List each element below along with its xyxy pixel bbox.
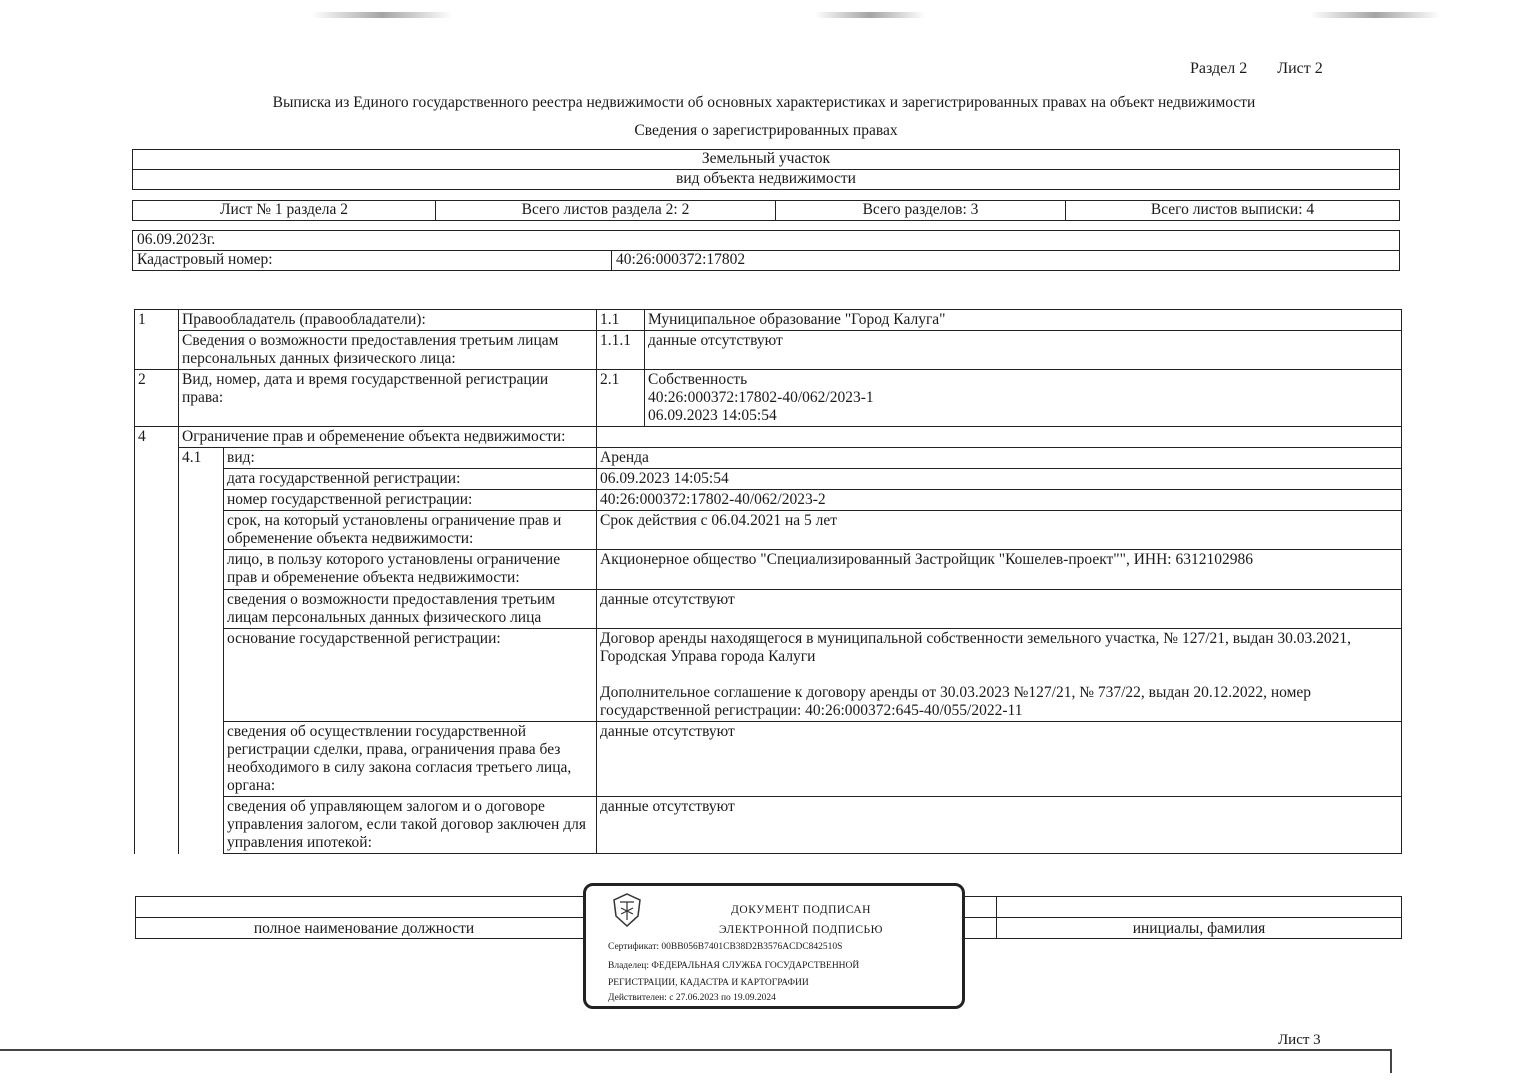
- encumbrance-item-value: [597, 629, 1402, 722]
- right-holder-label: Правообладатель (правообладатели):: [179, 310, 597, 331]
- encumbrance-item-value: данные отсутствуют: [597, 722, 1402, 797]
- document-subtitle: Сведения о зарегистрированных правах: [634, 122, 898, 139]
- registration-number: 40:26:000372:17802-40/062/2023-1: [648, 389, 874, 406]
- encumbrance-item-label: сведения об осуществлении государственной регистрации сделки, права, ограничения права без необходимого в силу закона согласия третьего лица, органа:: [224, 722, 597, 797]
- subrow-number: 4.1: [179, 448, 224, 854]
- encumbrance-item-value: 40:26:000372:17802-40/062/2023-2: [597, 490, 1402, 511]
- cadastral-table: [132, 230, 1400, 271]
- encumbrance-item-label: номер государственной регистрации:: [224, 490, 597, 511]
- encumbrance-item-value: данные отсутствуют: [597, 797, 1402, 854]
- divider: [0, 1049, 1390, 1051]
- encumbrance-item-label: срок, на который установлены ограничение прав и обременение объекта недвижимости:: [224, 511, 597, 550]
- row-number: 1: [135, 310, 179, 370]
- electronic-signature-stamp: [583, 883, 965, 1009]
- personal-data-value: данные отсутствуют: [645, 331, 1402, 370]
- encumbrance-item-value: 06.09.2023 14:05:54: [597, 469, 1402, 490]
- scan-artifact: [815, 12, 925, 18]
- rights-table: [134, 309, 1402, 854]
- encumbrance-item-value: Аренда: [597, 448, 1402, 469]
- encumbrance-item-value: данные отсутствуют: [597, 590, 1402, 629]
- basis-document: Договор аренды находящегося в муниципальной собственности земельного участка, № 127/21, выдан 30.03.2021, Городская Управа города Калуги: [600, 630, 1352, 665]
- scan-artifact: [312, 12, 452, 18]
- encumbrance-item-label: сведения о возможности предоставления третьим лицам персональных данных физического лица: [224, 590, 597, 629]
- position-caption: полное наименование должности: [136, 918, 593, 939]
- total-sections: Всего разделов: 3: [776, 201, 1066, 221]
- object-caption: вид объекта недвижимости: [133, 170, 1400, 190]
- row-code: 1.1: [597, 310, 645, 331]
- encumbrance-item-label: дата государственной регистрации:: [224, 469, 597, 490]
- encumbrance-empty: [597, 427, 1402, 448]
- registration-label: Вид, номер, дата и время государственной регистрации права:: [179, 370, 597, 427]
- encumbrance-item-label: основание государственной регистрации:: [224, 629, 597, 722]
- right-holder-value: Муниципальное образование "Город Калуга": [645, 310, 1402, 331]
- registration-datetime: 06.09.2023 14:05:54: [648, 407, 777, 424]
- sheets-info-table: [132, 200, 1400, 221]
- page-reference: [1190, 60, 1353, 78]
- row-code: 2.1: [597, 370, 645, 427]
- personal-data-label: Сведения о возможности предоставления третьим лицам персональных данных физического лица:: [179, 331, 597, 370]
- encumbrance-label: Ограничение прав и обременение объекта недвижимости:: [179, 427, 597, 448]
- section-label: Раздел 2: [1190, 60, 1248, 77]
- row-code: 1.1.1: [597, 331, 645, 370]
- encumbrance-item-label: сведения об управляющем залогом и о договоре управления залогом, если такой договор заключен для управления ипотекой:: [224, 797, 597, 854]
- divider: [1390, 1049, 1392, 1073]
- object-name: Земельный участок: [133, 150, 1400, 170]
- sheet-label: Лист 2: [1277, 60, 1323, 77]
- document-title: Выписка из Единого государственного реестра недвижимости об основных характеристиках и зарегистрированных правах на объект недвижимости: [272, 94, 1256, 111]
- ownership-type: Собственность: [648, 371, 748, 388]
- registration-value: [645, 370, 1402, 427]
- total-section-sheets: Всего листов раздела 2: 2: [436, 201, 776, 221]
- name-caption: инициалы, фамилия: [997, 918, 1402, 939]
- stamp-owner: Владелец: ФЕДЕРАЛЬНАЯ СЛУЖБА ГОСУДАРСТВЕННОЙ: [608, 961, 860, 971]
- coat-of-arms-icon: [610, 892, 644, 928]
- row-number: 4: [135, 427, 179, 854]
- stamp-title-line1: ДОКУМЕНТ ПОДПИСАН: [731, 904, 871, 916]
- encumbrance-item-label: вид:: [224, 448, 597, 469]
- stamp-certificate: Сертификат: 00BB056B7401CB38D2B3576ACDC842510S: [608, 942, 843, 952]
- scan-artifact: [1310, 12, 1440, 18]
- stamp-owner-cont: РЕГИСТРАЦИИ, КАДАСТРА И КАРТОГРАФИИ: [608, 978, 809, 988]
- cadastral-number: 40:26:000372:17802: [612, 251, 1400, 271]
- row-number: 2: [135, 370, 179, 427]
- encumbrance-item-value: Акционерное общество "Специализированный Застройщик "Кошелев-проект"", ИНН: 6312102986: [597, 550, 1402, 590]
- encumbrance-item-value: Срок действия с 06.04.2021 на 5 лет: [597, 511, 1402, 550]
- cadastral-label: Кадастровый номер:: [133, 251, 612, 271]
- total-extract-sheets: Всего листов выписки: 4: [1066, 201, 1400, 221]
- extract-date: 06.09.2023г.: [133, 231, 1400, 251]
- object-type-table: [132, 149, 1400, 190]
- encumbrance-item-label: лицо, в пользу которого установлены ограничение прав и обременение объекта недвижимости:: [224, 550, 597, 590]
- next-sheet-label: Лист 3: [1278, 1032, 1321, 1048]
- stamp-validity: Действителен: с 27.06.2023 по 19.09.2024: [608, 993, 776, 1003]
- basis-additional-agreement: Дополнительное соглашение к договору аренды от 30.03.2023 №127/21, № 737/22, выдан 20.12.2022, номер государственной регистрации: 40:26:000372:645-40/055/2022-11: [600, 684, 1312, 719]
- stamp-title-line2: ЭЛЕКТРОННОЙ ПОДПИСЬЮ: [719, 924, 883, 936]
- sheet-number: Лист № 1 раздела 2: [133, 201, 436, 221]
